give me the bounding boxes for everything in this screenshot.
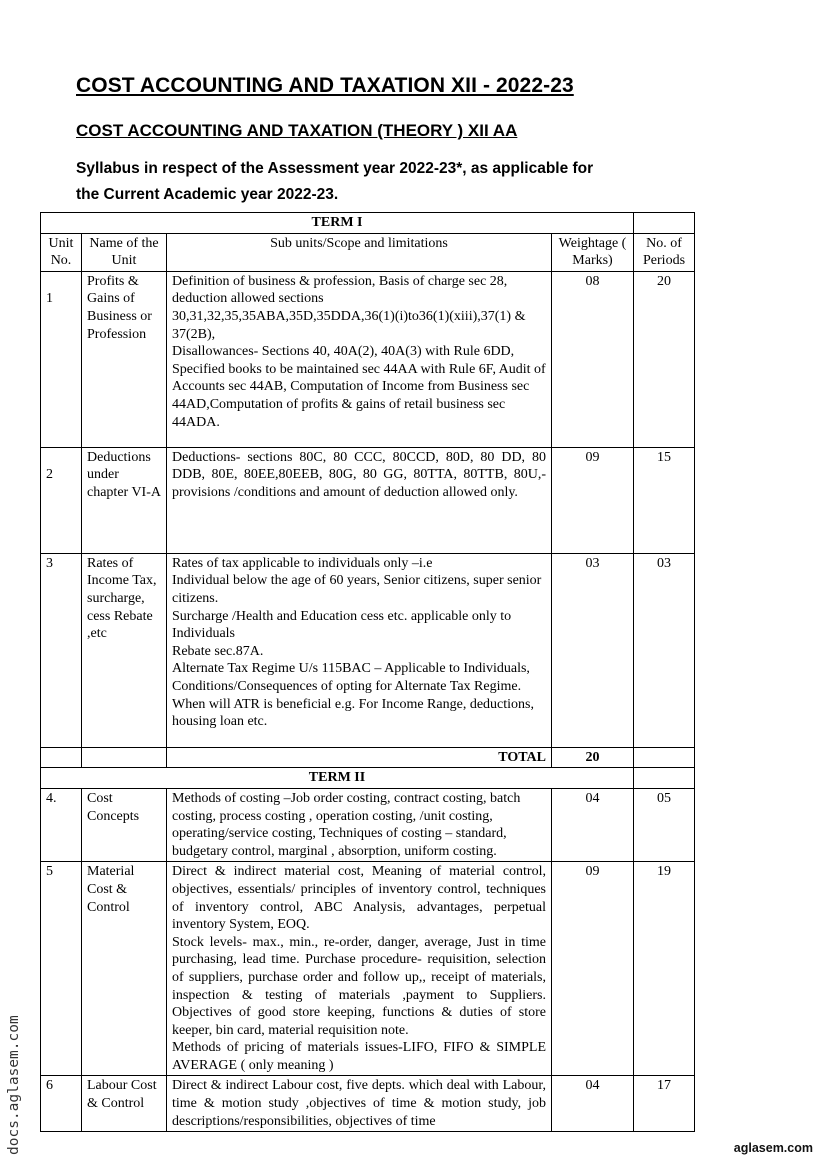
table-row [41, 862, 695, 1076]
header-sub-units: Sub units/Scope and limitations [167, 233, 552, 271]
unit-name: Material Cost & Control [82, 862, 167, 1076]
unit-periods: 20 [634, 271, 695, 447]
unit-weightage: 09 [552, 862, 634, 1076]
unit-name: Labour Cost & Control [82, 1076, 167, 1132]
unit-weightage: 09 [552, 447, 634, 553]
unit-name: Cost Concepts [82, 788, 167, 861]
intro-line-1: Syllabus in respect of the Assessment year 2022-23*, as applicable for [76, 160, 594, 177]
header-weightage: Weightage ( Marks) [552, 233, 634, 271]
syllabus-table [40, 212, 695, 1132]
term-1-label: TERM I [41, 213, 634, 234]
unit-number: 5 [41, 862, 82, 1076]
unit-scope: Deductions- sections 80C, 80 CCC, 80CCD, 80D, 80 DD, 80 DDB, 80E, 80EE,80EEB, 80G, 80 GG, 80TTA, 80TTB, 80U,- provisions /conditions and amount of deduction allowed only. [167, 447, 552, 553]
term-1-row [41, 213, 695, 234]
table-row [41, 271, 695, 447]
unit-scope: Definition of business & profession, Basis of charge sec 28, deduction allowed sections 30,31,32,35,35ABA,35D,35DDA,36(1)(i)to36(1)(xiii),37(1) & 37(2B), Disallowances- Sections 40, 40A(2), 40A(3) with Rule 6DD, Specified books to be maintained sec 44AA with Rule 6F, Audit of Accounts sec 44AB, Computation of Income from Business sec 44AD,Computation of profits & gains of retail business sec 44ADA. [167, 271, 552, 447]
unit-weightage: 04 [552, 1076, 634, 1132]
term-2-blank-cell [634, 768, 695, 789]
total-blank-cell [634, 747, 695, 768]
header-name: Name of the Unit [82, 233, 167, 271]
unit-number: 6 [41, 1076, 82, 1132]
unit-periods: 05 [634, 788, 695, 861]
unit-periods: 03 [634, 553, 695, 747]
unit-scope: Direct & indirect material cost, Meaning of material control, objectives, essentials/ principles of inventory control, techniques of inventory control, ABC Analysis, advantages, perpetual inventory System, EOQ. Stock levels- max., min., re-order, danger, average, Just in time purchasing, lead time. Purchase procedure- requisition, selection of suppliers, purchase order and follow up,, receipt of materials, inspection & testing of materials ,payment to Suppliers. Objectives of good store keeping, functions & duties of store keeper, bin card, material requisition note. Methods of pricing of materials issues-LIFO, FIFO & SIMPLE AVERAGE ( only meaning ) [167, 862, 552, 1076]
unit-periods: 17 [634, 1076, 695, 1132]
unit-weightage: 08 [552, 271, 634, 447]
table-row [41, 447, 695, 553]
document-title: COST ACCOUNTING AND TAXATION XII - 2022-23 [76, 74, 574, 97]
unit-number: 4. [41, 788, 82, 861]
unit-name: Rates of Income Tax, surcharge, cess Rebate ,etc [82, 553, 167, 747]
term-1-blank-cell [634, 213, 695, 234]
table-row [41, 553, 695, 747]
total-blank-cell [41, 747, 82, 768]
unit-scope: Methods of costing –Job order costing, contract costing, batch costing, process costing , operation costing, /unit costing, operating/service costing, Techniques of costing – standard, budgetary control, marginal , absorption, uniform costing. [167, 788, 552, 861]
total-value: 20 [552, 747, 634, 768]
header-periods: No. of Periods [634, 233, 695, 271]
header-unit: Unit No. [41, 233, 82, 271]
unit-weightage: 03 [552, 553, 634, 747]
unit-name: Profits & Gains of Business or Profession [82, 271, 167, 447]
unit-number: 2 [41, 447, 82, 553]
table-row [41, 1076, 695, 1132]
term-2-row [41, 768, 695, 789]
header-row [41, 233, 695, 271]
intro-line-2: the Current Academic year 2022-23. [76, 186, 339, 203]
watermark-text: docs.aglasem.com [6, 1015, 22, 1155]
total-row [41, 747, 695, 768]
unit-weightage: 04 [552, 788, 634, 861]
brand-text: aglasem.com [733, 1141, 813, 1155]
document-subtitle: COST ACCOUNTING AND TAXATION (THEORY ) XII AA [76, 121, 518, 140]
unit-name: Deductions under chapter VI-A [82, 447, 167, 553]
unit-scope: Rates of tax applicable to individuals only –i.e Individual below the age of 60 years, Senior citizens, super senior citizens. Surcharge /Health and Education cess etc. applicable only to Individuals Rebate sec.87A. Alternate Tax Regime U/s 115BAC – Applicable to Individuals, Conditions/Consequences of opting for Alternate Tax Regime. When will ATR is beneficial e.g. For Income Range, deductions, housing loan etc. [167, 553, 552, 747]
unit-periods: 15 [634, 447, 695, 553]
unit-periods: 19 [634, 862, 695, 1076]
unit-number: 3 [41, 553, 82, 747]
term-2-label: TERM II [41, 768, 634, 789]
unit-number: 1 [41, 271, 82, 447]
total-label: TOTAL [167, 747, 552, 768]
unit-scope: Direct & indirect Labour cost, five depts. which deal with Labour, time & motion study ,objectives of time & motion study, job descriptions/responsibilities, objectives of time [167, 1076, 552, 1132]
total-blank-cell [82, 747, 167, 768]
table-row [41, 788, 695, 861]
